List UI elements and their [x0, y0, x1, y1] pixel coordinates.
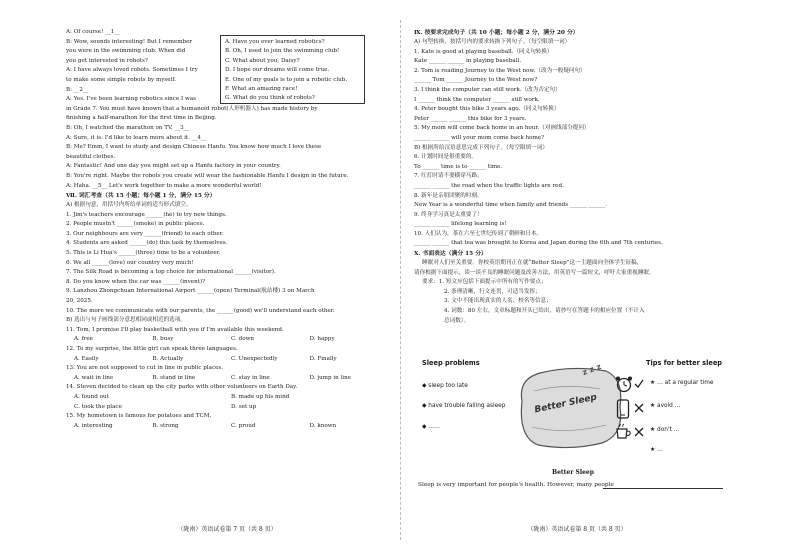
dialogue-line: B: Wow, sounds interesting! But I remember — [66, 38, 193, 45]
mc-option: B. strong — [152, 422, 179, 429]
part-b-title: B) 根据所给汉语意思完成下列句子。（每空限填一词） — [414, 144, 548, 151]
mc-option: D. jump in line — [309, 374, 352, 381]
question-item: Peter ______ ______ this bike for 3 years. — [414, 115, 527, 122]
question-item: 10. 人们认为，茶在六至七世纪传到了朝鲜和日本。 — [414, 230, 543, 237]
dialogue-line: B: You're right. Maybe the robots you create will wear the fashionable Hanfu I design in the future. — [66, 172, 349, 179]
question-item: 5. This is Li Hua's ______(three) time to be a volunteer. — [66, 250, 221, 257]
problem-item: ◆ sleep too late — [422, 383, 468, 389]
mc-option: D. Finally — [309, 355, 337, 362]
mc-option: C. proud — [231, 422, 256, 429]
option-item: G. What do you think of robots? — [225, 95, 315, 102]
dialogue-line: A: Yes. I've been learning robotics since I was — [66, 96, 196, 103]
instruction-line: 3. 文中不能出现真实的人名、校名等信息； — [444, 298, 552, 305]
check-icon — [634, 379, 644, 389]
mc-options — [66, 355, 388, 365]
option-item: F. What an amazing race! — [225, 86, 298, 93]
mc-option: C. Unexpectedly — [231, 355, 278, 362]
question-item: Kate ______ ______ in playing baseball. — [414, 58, 522, 65]
instruction-line: 睡眠对人们至关重要。你校英语期刊正在就“Better Sleep”这一主题面向全体学生征稿， — [422, 260, 643, 267]
mc-option: A. wait in line — [74, 374, 114, 381]
part-b-questions — [414, 153, 740, 249]
question-item: 9. 终身学习真是太重要了！ — [414, 211, 483, 218]
mc-option: A. found out — [74, 393, 109, 400]
question-item: To ______ time is to ______ time. — [414, 163, 503, 170]
essay-blank-line — [603, 488, 723, 489]
mc-option: D. known — [309, 422, 337, 429]
question-item: ______ ______ lifelong learning is! — [414, 221, 507, 228]
mc-option: D. set up — [231, 403, 257, 410]
instruction-line: 4. 词数：80 左右，文章标题和开头已给出，请抄写在答题卡的相应位置（不计入 — [444, 308, 645, 315]
mc-question: 12. To my surprise, the little girl can speak three languages. — [66, 346, 238, 352]
question-item: ______ ______ that tea was brought to Korea and Japan during the 6th and 7th centuries. — [414, 240, 663, 247]
tip-item: ★ … — [650, 447, 663, 453]
question-item: 2. People mustn't ______(smoke) in public places. — [66, 221, 205, 228]
dialogue-line: A: Sure, it is. I'd like to learn more about it. __4__ — [66, 134, 207, 141]
mc-option: B. busy — [152, 336, 174, 343]
question-item: New Year is a wonderful time when family and friends ______ ______. — [414, 202, 608, 209]
mc-option: D. happy — [309, 336, 335, 343]
mc-option: B. Actually — [152, 355, 184, 362]
dialogue-line: finishing a half-marathon for the first time in Beijing. — [66, 115, 217, 122]
dialogue-line: you get interested in robots? — [66, 57, 148, 64]
instruction-line: 总词数）。 — [444, 317, 470, 324]
dialogue-line: A: I have always loved robots. Sometimes I try — [66, 67, 198, 74]
cross-icon — [634, 403, 644, 413]
essay-instructions — [414, 259, 740, 326]
mc-option: A. free — [74, 336, 93, 343]
essay-start: Sleep is very important for people's health. However, many people — [418, 482, 614, 488]
coffee-cup-icon — [614, 423, 634, 441]
right-page — [414, 28, 740, 326]
question-item: 7. The Silk Road is becoming a top choice for international ______(visitor). — [66, 269, 276, 276]
question-item: 1. Kate is good at playing baseball.（同义句转换） — [414, 48, 553, 55]
phone-icon — [616, 399, 630, 419]
option-item: C. What about you, Daisy? — [225, 57, 300, 64]
better-sleep-label: Better Sleep — [533, 392, 598, 416]
section-10-title: Ⅹ. 书面表达（满分 15 分） — [414, 251, 487, 258]
dialogue-line: to make some simple robots by myself. — [66, 76, 177, 83]
dialogue-line: B: Me? Emm, I want to study and design Chinese Hanfu. You know how much I love these — [66, 144, 322, 151]
question-item: 4. Students are asked ______(do) this task by themselves. — [66, 240, 228, 247]
mc-option: A. interesting — [74, 422, 113, 429]
dialogue-line: beautiful clothes. — [66, 153, 116, 160]
zzz-icon: z z z — [581, 361, 603, 378]
question-item: 1. Jim's teachers encourage ______(he) to try new things. — [66, 211, 227, 218]
dialogue-line: B: __2__ — [66, 86, 89, 93]
part-a-title: A) 根据句意，用括号内所给单词的适当形式填空。 — [66, 202, 192, 209]
question-item: 10. The more we communicate with our parents, the ______(good) we'll understand each other. — [66, 307, 335, 314]
question-item: 3. I think the computer can still work.（改为否定句） — [414, 86, 561, 93]
dialogue-line: you were in the swimming club. When did — [66, 48, 186, 55]
question-item: 20, 2025. — [66, 298, 93, 305]
mc-options — [66, 335, 388, 345]
left-page-footer: （陇南）英语试卷第 7 页（共 8 页） — [177, 526, 277, 533]
question-item: 6. We all ______(love) our country very much! — [66, 259, 194, 266]
page-fold-divider — [400, 20, 401, 540]
question-item: 8. Do you know when the car was ______(invent)? — [66, 278, 206, 285]
part-b-title: B) 选出与句子画线部分意思相同或相近的选项。 — [66, 317, 186, 324]
section-7-title: Ⅶ. 词汇考查（共 15 小题；每小题 1 分，满分 15 分） — [66, 193, 216, 200]
mc-options — [66, 422, 388, 432]
tip-item: ★ avoid … — [650, 403, 681, 409]
problem-item: ◆ …… — [422, 424, 440, 430]
instruction-line: 2. 条理清晰，行文连贯，可适当发挥； — [444, 288, 541, 295]
part-a-questions — [414, 48, 740, 144]
mc-options — [66, 403, 388, 413]
mc-question: 15. My hometown is famous for potatoes and TCM. — [66, 413, 212, 420]
question-item: ______ ______ will your mom come back home? — [414, 134, 545, 141]
part-a-questions — [66, 211, 388, 317]
mc-question: 11. Tom, I promise I'll play basketball with you if I'm available this weekend. — [66, 326, 284, 333]
question-item: 9. Lanzhou Zhongchuan International Airport ______(open) Terminal(航站楼) 3 on March — [66, 288, 315, 295]
question-item: 3. Our neighbours are very ______(friend) to each other. — [66, 230, 224, 237]
question-item: 4. Peter bought this bike 3 years ago.（同义句转换） — [414, 106, 560, 113]
section-9-title: Ⅸ. 按要求完成句子（共 10 小题；每小题 2 分，满分 20 分） — [414, 30, 579, 36]
dialogue-options-box — [220, 35, 365, 104]
part-b-questions — [66, 326, 388, 432]
mc-question: 13. You are not supposed to cut in line in public places. — [66, 365, 224, 372]
mc-option: C. stay in line — [231, 374, 270, 381]
mc-option: A. Easily — [74, 355, 99, 362]
question-item: I ______ think the computer ______ still work. — [414, 96, 540, 103]
question-item: 8. 新年是亲朋团聚的时刻。 — [414, 192, 483, 199]
mc-options — [66, 393, 388, 403]
question-item: 2. Tom is reading Journey to the West now.（改为一般疑问句） — [414, 67, 586, 74]
part-a-title: A) 句型转换，按括号内的要求转换下列句子。（每空限填一词） — [414, 39, 571, 45]
mc-options — [66, 374, 388, 384]
question-item: 5. My mom will come back home in an hour.（对画线部分提问） — [414, 125, 590, 132]
tip-item: ★ … at a regular time — [650, 380, 714, 386]
dialogue-line: in Grade 7. You must have known that a humanoid robot(人形机器人) has made history by — [66, 105, 318, 112]
question-item: ______ ______ the road when the traffic lights are red. — [414, 182, 564, 189]
dialogue-line: A: Haha. __5__ Let's work together to make a more wonderful world! — [66, 182, 262, 189]
mc-option: B. made up his mind — [231, 393, 290, 400]
dialogue-line: B: Oh, I watched the marathon on TV. __3__ — [66, 124, 190, 131]
instruction-line: 请你根据下面提示，谈一谈不良的睡眠问题及改善方法，用英语写一篇短文，呼吁大家重视睡眠。 — [414, 269, 655, 276]
tips-title: Tips for better sleep — [646, 359, 723, 367]
tip-item: ★ don't … — [650, 427, 680, 433]
mc-option: C. took the place — [74, 403, 122, 410]
question-item: 7. 红灯时请不要横穿马路。 — [414, 173, 483, 180]
alarm-clock-icon — [614, 375, 634, 393]
question-item: ______ Tom ______ Journey to the West now? — [414, 77, 538, 84]
question-item: 6. 计划时间是很重要的。 — [414, 154, 478, 161]
dialogue-line: A: Fantastic! And one day you might set up a Hanfu factory in your country. — [66, 163, 281, 170]
sleep-problems-title: Sleep problems — [422, 359, 480, 367]
essay-title: Better Sleep — [552, 469, 594, 476]
problem-item: ◆ have trouble falling asleep — [422, 403, 506, 409]
sleep-diagram — [414, 353, 740, 503]
right-page-footer: （陇南）英语试卷第 8 页（共 8 页） — [527, 526, 627, 533]
option-item: B. Oh, I used to join the swimming club! — [225, 48, 340, 55]
mc-question: 14. Steven decided to clean up the city parks with other volunteers on Earth Day. — [66, 384, 298, 391]
option-item: D. I hope our dreams will come true. — [225, 67, 330, 74]
option-item: E. One of my goals is to join a robotic club. — [225, 76, 348, 83]
option-item: A. Have you ever learned robotics? — [225, 39, 325, 45]
mc-option: C. down — [231, 336, 254, 343]
dialogue-line: A: Of course! __1__ — [66, 29, 120, 35]
cross-icon — [634, 427, 644, 437]
instruction-line: 要求：1. 短文应包括下面提示中所有的写作要点； — [422, 279, 547, 286]
mc-option: B. stand in line — [152, 374, 196, 381]
